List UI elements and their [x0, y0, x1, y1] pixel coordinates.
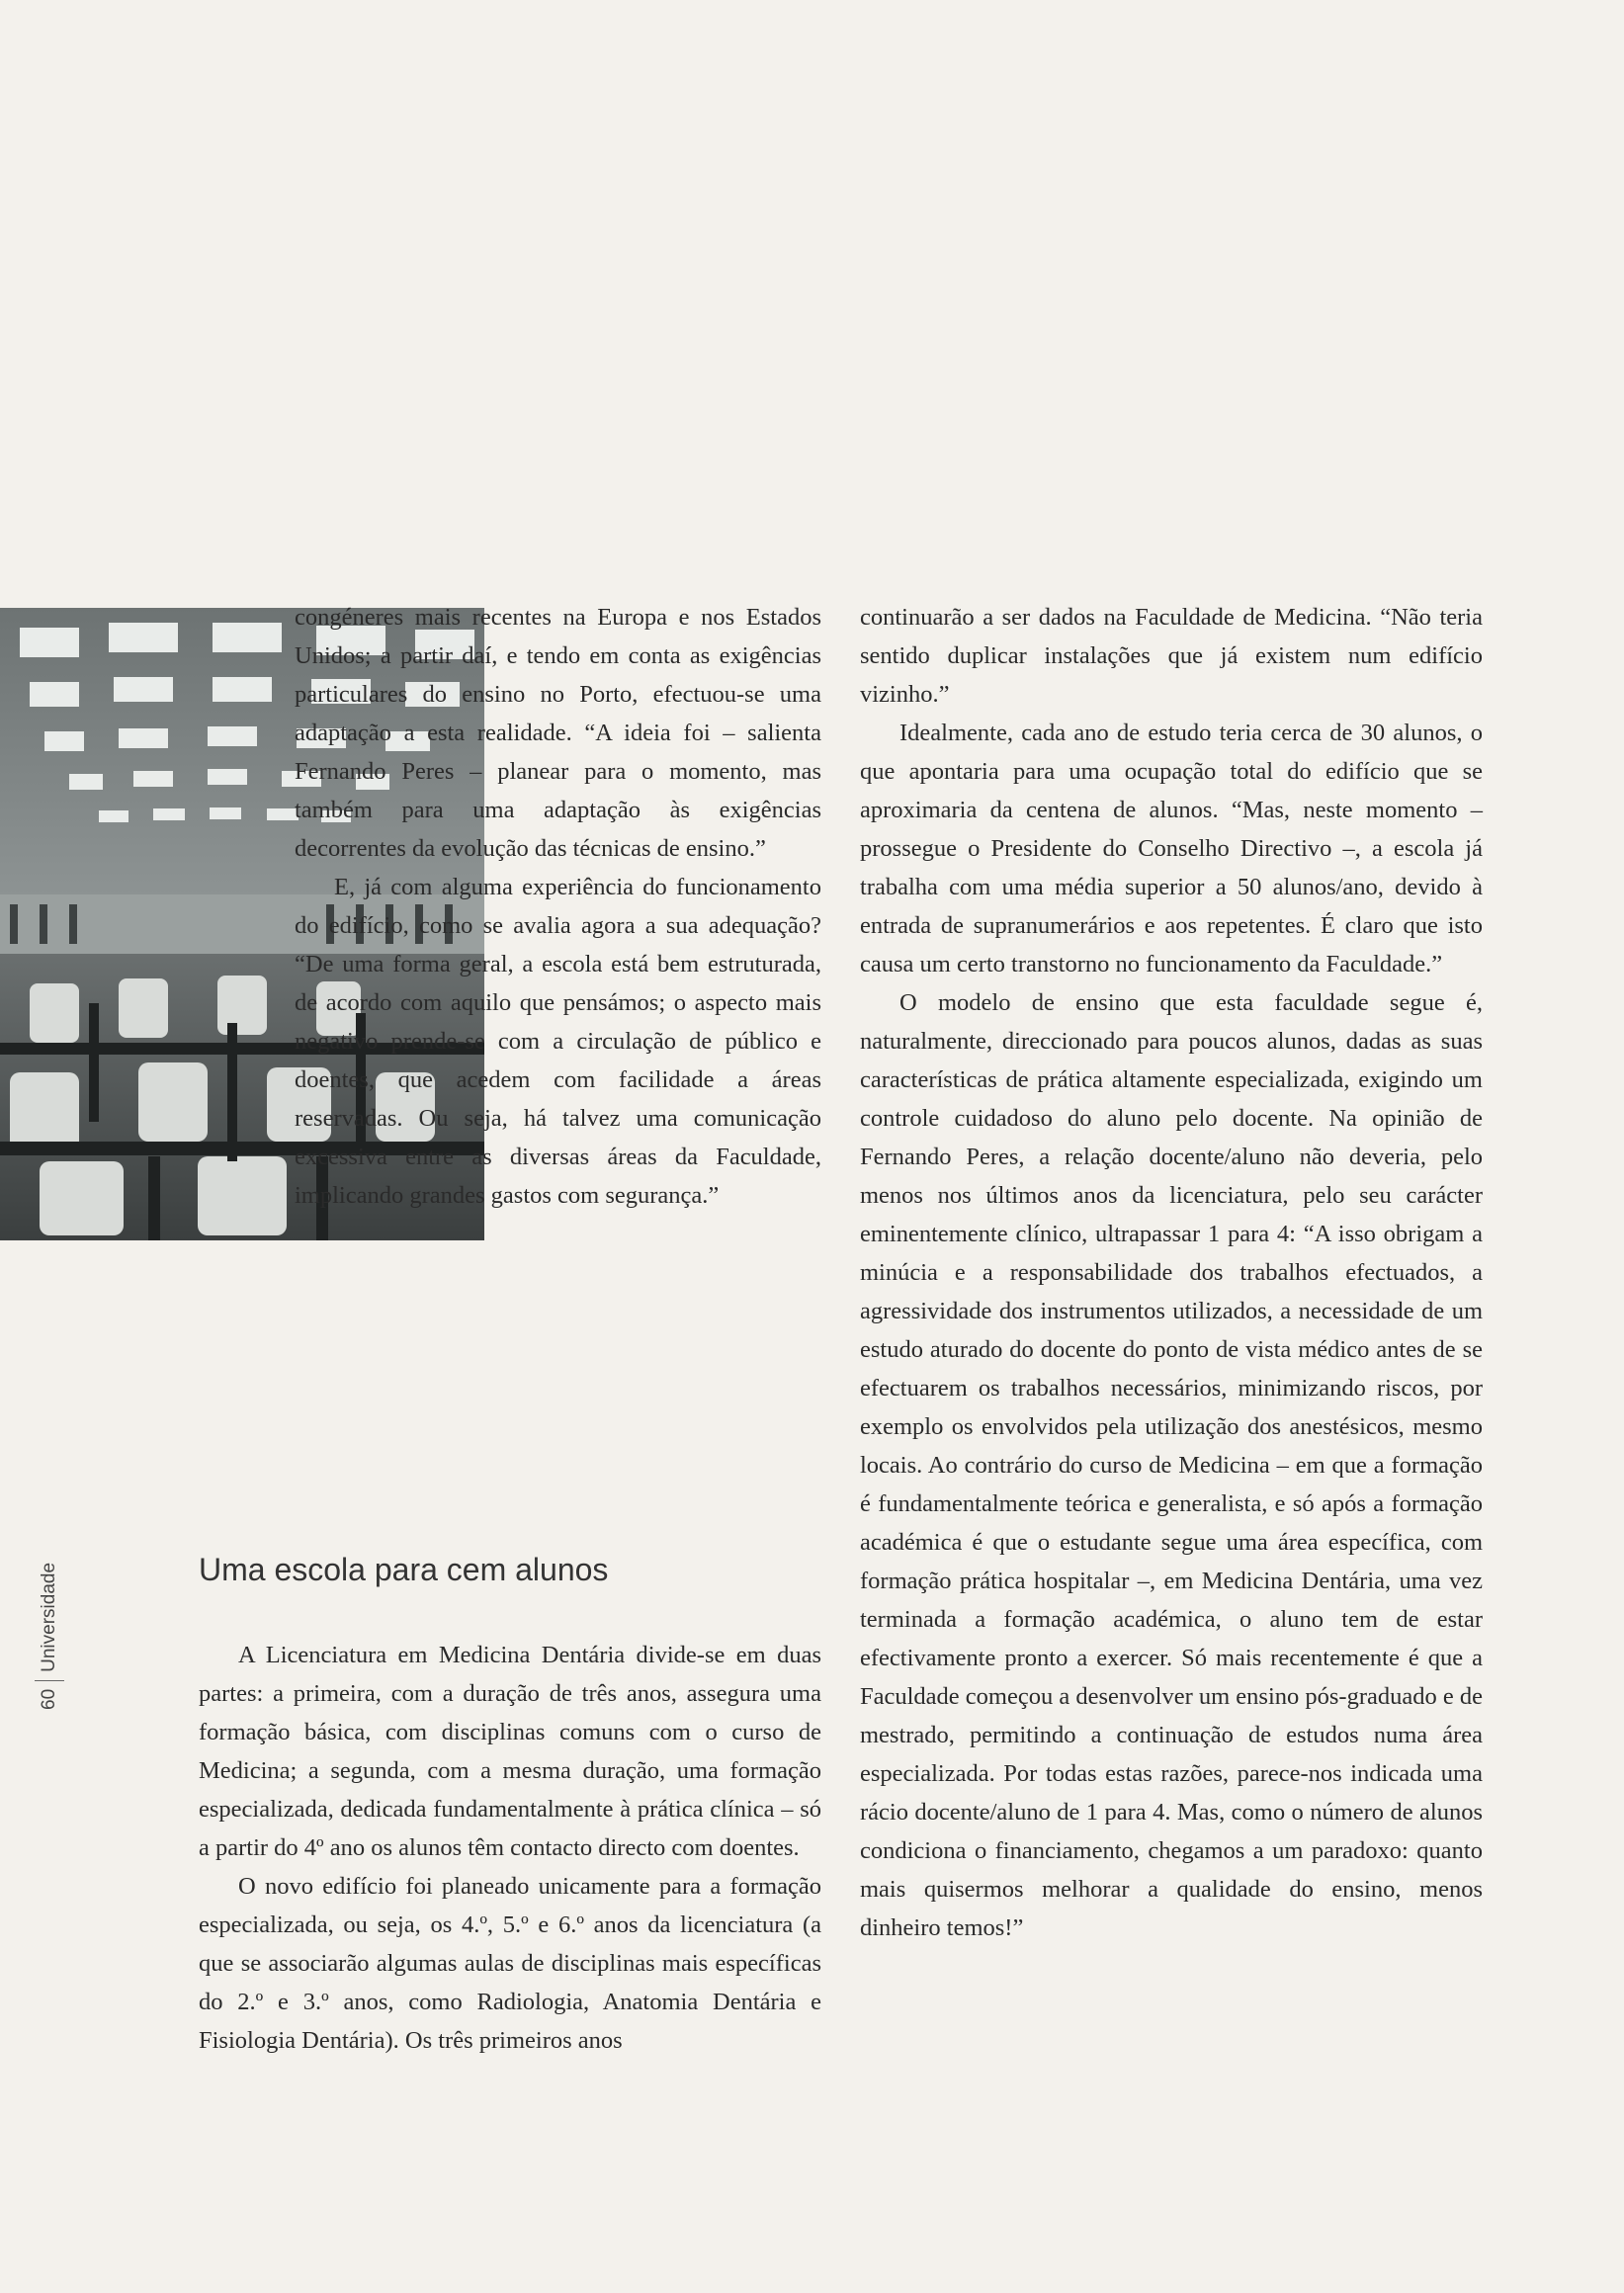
right-paragraph-3: O modelo de ensino que esta faculdade segue é, naturalmente, direccionado para poucos alunos, dadas as suas características de prática altamente especializada, exigindo um controle cuidadoso do aluno pelo docente. Na opinião de Fernando Peres, a relação docente/aluno não deveria, pelo menos nos últimos anos da licenciatura, pelo seu carácter eminentemente clínico, ultrapassar 1 para 4: “A isso obrigam a minúcia e a responsabilidade dos trabalhos efectuados, a agressividade dos instrumentos utilizados, a necessidade de um estudo aturado do docente do ponto de vista médico antes de se efectuarem os trabalhos necessários, minimizando riscos, por exemplo os envolvidos pela utilização dos anestésicos, mesmo locais. Ao contrário do curso de Medicina – em que a formação é fundamentalmente teórica e generalista, e só após a formação académica é que o estudante segue uma área específica, com formação prática hospitalar –, em Medicina Dentária, uma vez terminada a formação académica, o aluno tem de estar efectivamente pronto a exercer. Só mais recentemente é que a Faculdade começou a desenvolver um ensino pós-graduado e de mestrado, permitindo a continuação de estudos numa área especializada. Por todas estas razões, parece-nos indicada uma rácio docente/aluno de 1 para 4. Mas, como o número de alunos condiciona o financiamento, chegamos a um paradoxo: quanto mais quisermos melhorar a qualidade do ensino, menos dinheiro temos!”	[860, 989, 1483, 1941]
section-name: Universidade	[39, 1562, 59, 1672]
left-column	[199, 598, 821, 1246]
left-paragraph-3: A Licenciatura em Medicina Dentária divide-se em duas partes: a primeira, com a duração de três anos, assegura uma formação básica, com disciplinas comuns com o curso de Medicina; a segunda, com a mesma duração, uma formação especializada, dedicada fundamentalmente à prática clínica – só a partir do 4º ano os alunos têm contacto directo com doentes.	[199, 1642, 821, 1861]
right-paragraph-1: continuarão a ser dados na Faculdade de Medicina. “Não teria sentido duplicar instalações que já existem num edifício vizinho.”	[860, 604, 1483, 708]
page-number: 60	[39, 1688, 59, 1710]
left-paragraph-1: congéneres mais recentes na Europa e nos Estados Unidos; a partir daí, e tendo em conta as exigências particulares do ensino no Porto, efectuou-se uma adaptação a esta realidade. “A ideia foi – salienta Fernando Peres – planear para o momento, mas também para uma adaptação às exigências decorrentes da evolução das técnicas de ensino.”	[295, 604, 821, 862]
left-paragraph-2: E, já com alguma experiência do funcionamento do edifício, como se avalia agora a sua adequação? “De uma forma geral, a escola está bem estruturada, de acordo com aquilo que pensámos; o aspecto mais negativo prende-se com a circulação de público e doentes, que acedem com facilidade a áreas reservadas. Ou seja, há talvez uma comunicação excessiva entre as diversas áreas da Faculdade, implicando grandes gastos com segurança.”	[295, 874, 821, 1209]
left-column-lower	[199, 1636, 821, 2060]
page-folio	[20, 1512, 79, 1710]
right-paragraph-2: Idealmente, cada ano de estudo teria cerca de 30 alunos, o que apontaria para uma ocupação total do edifício que se aproximaria da centena de alunos. “Mas, neste momento – prossegue o Presidente do Conselho Directivo –, a escola já trabalha com uma média superior a 50 alunos/ano, devido à entrada de supranumerários e aos repetentes. É claro que isto causa um certo transtorno no funcionamento da Faculdade.”	[860, 720, 1483, 977]
left-paragraph-4: O novo edifício foi planeado unicamente para a formação especializada, ou seja, os 4.º, 5.º e 6.º anos da licenciatura (a que se associarão algumas aulas de disciplinas mais específicas do 2.º e 3.º anos, como Radiologia, Anatomia Dentária e Fisiologia Dentária). Os três primeiros anos	[199, 1873, 821, 2054]
folio-divider	[35, 1680, 64, 1681]
right-column	[860, 598, 1483, 1947]
section-heading: Uma escola para cem alunos	[199, 1552, 609, 1587]
